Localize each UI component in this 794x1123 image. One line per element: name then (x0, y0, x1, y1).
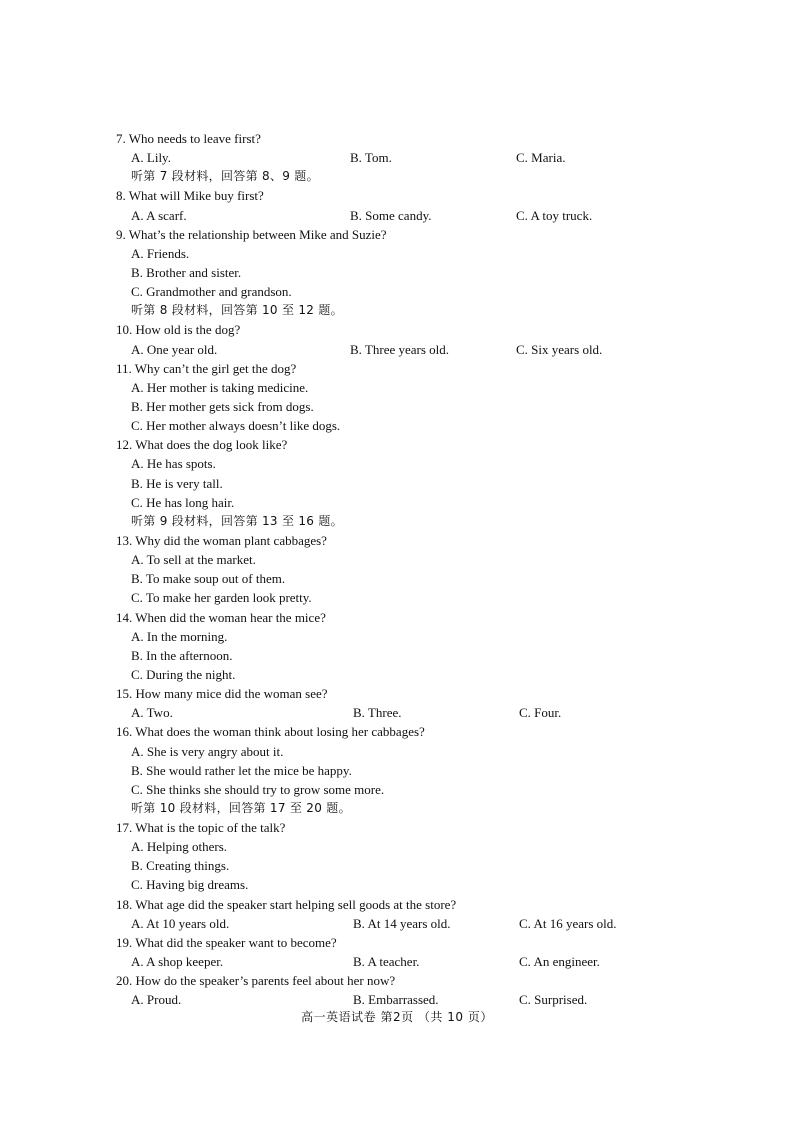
question-8: 8. What will Mike buy first? (116, 188, 264, 204)
question-7-options (116, 148, 756, 167)
option-c: C. During the night. (131, 666, 236, 682)
question-15-options (116, 703, 756, 722)
option-a: A. She is very angry about it. (131, 743, 284, 759)
option-a: A. One year old. (131, 341, 218, 357)
option-b: B. In the afternoon. (131, 647, 233, 663)
option-c: C. Four. (519, 705, 562, 721)
option-a: A. In the morning. (131, 628, 228, 644)
question-18-options (116, 914, 756, 933)
question-12: 12. What does the dog look like? (116, 437, 288, 453)
option-b: B. He is very tall. (131, 475, 223, 491)
question-7: 7. Who needs to leave first? (116, 131, 261, 146)
option-c: C. A toy truck. (516, 207, 593, 223)
option-b: B. Three. (353, 705, 402, 721)
option-c: C. Six years old. (516, 341, 603, 357)
question-20: 20. How do the speaker’s parents feel about her now? (116, 973, 396, 989)
option-a: A. Proud. (131, 992, 182, 1008)
option-c: C. He has long hair. (131, 494, 235, 510)
option-a: A. A shop keeper. (131, 954, 224, 970)
option-b: B. To make soup out of them. (131, 571, 286, 587)
option-c: C. At 16 years old. (519, 915, 617, 931)
option-c: C. Having big dreams. (131, 877, 249, 893)
option-a: A. To sell at the market. (131, 552, 256, 568)
question-16: 16. What does the woman think about losing her cabbages? (116, 724, 425, 740)
option-c: C. Her mother always doesn’t like dogs. (131, 418, 341, 434)
question-10: 10. How old is the dog? (116, 322, 241, 338)
option-a: A. A scarf. (131, 207, 187, 223)
option-b: B. Her mother gets sick from dogs. (131, 398, 314, 414)
option-b: B. At 14 years old. (353, 915, 451, 931)
section-heading-9: 听第 9 段材料，回答第 13 至 16 题。 (131, 513, 343, 528)
section-heading-7: 听第 7 段材料，回答第 8、9 题。 (131, 169, 319, 184)
question-11: 11. Why can’t the girl get the dog? (116, 360, 297, 376)
question-10-options (116, 340, 756, 359)
page-footer: 高一英语试卷 第2页 （共 10 页） (301, 1010, 493, 1024)
question-20-options (116, 990, 756, 1009)
option-a: A. Lily. (131, 150, 171, 166)
question-18: 18. What age did the speaker start helping sell goods at the store? (116, 896, 457, 912)
section-heading-8: 听第 8 段材料，回答第 10 至 12 题。 (131, 303, 343, 318)
question-9: 9. What’s the relationship between Mike and Suzie? (116, 226, 387, 242)
option-b: B. A teacher. (353, 954, 420, 970)
option-a: A. Friends. (131, 245, 190, 261)
question-14: 14. When did the woman hear the mice? (116, 609, 326, 625)
option-b: B. Tom. (350, 150, 392, 166)
question-19: 19. What did the speaker want to become? (116, 934, 337, 950)
option-a: A. Helping others. (131, 839, 228, 855)
option-c: C. Maria. (516, 150, 566, 166)
option-a: A. Two. (131, 705, 173, 721)
option-b: B. Some candy. (350, 207, 432, 223)
option-c: C. An engineer. (519, 954, 600, 970)
option-c: C. Surprised. (519, 992, 588, 1008)
question-list (116, 129, 756, 1009)
option-c: C. To make her garden look pretty. (131, 590, 312, 606)
option-b: B. She would rather let the mice be happy. (131, 762, 352, 778)
question-13: 13. Why did the woman plant cabbages? (116, 532, 327, 548)
option-b: B. Brother and sister. (131, 264, 242, 280)
option-c: C. Grandmother and grandson. (131, 284, 292, 300)
option-a: A. He has spots. (131, 456, 216, 472)
question-8-options (116, 206, 756, 225)
option-b: B. Three years old. (350, 341, 450, 357)
question-17: 17. What is the topic of the talk? (116, 820, 286, 836)
question-19-options (116, 952, 756, 971)
section-heading-10: 听第 10 段材料，回答第 17 至 20 题。 (131, 800, 351, 815)
option-b: B. Embarrassed. (353, 992, 439, 1008)
option-a: A. Her mother is taking medicine. (131, 379, 309, 395)
option-b: B. Creating things. (131, 858, 230, 874)
question-15: 15. How many mice did the woman see? (116, 686, 328, 702)
option-a: A. At 10 years old. (131, 915, 230, 931)
option-c: C. She thinks she should try to grow some more. (131, 781, 385, 797)
